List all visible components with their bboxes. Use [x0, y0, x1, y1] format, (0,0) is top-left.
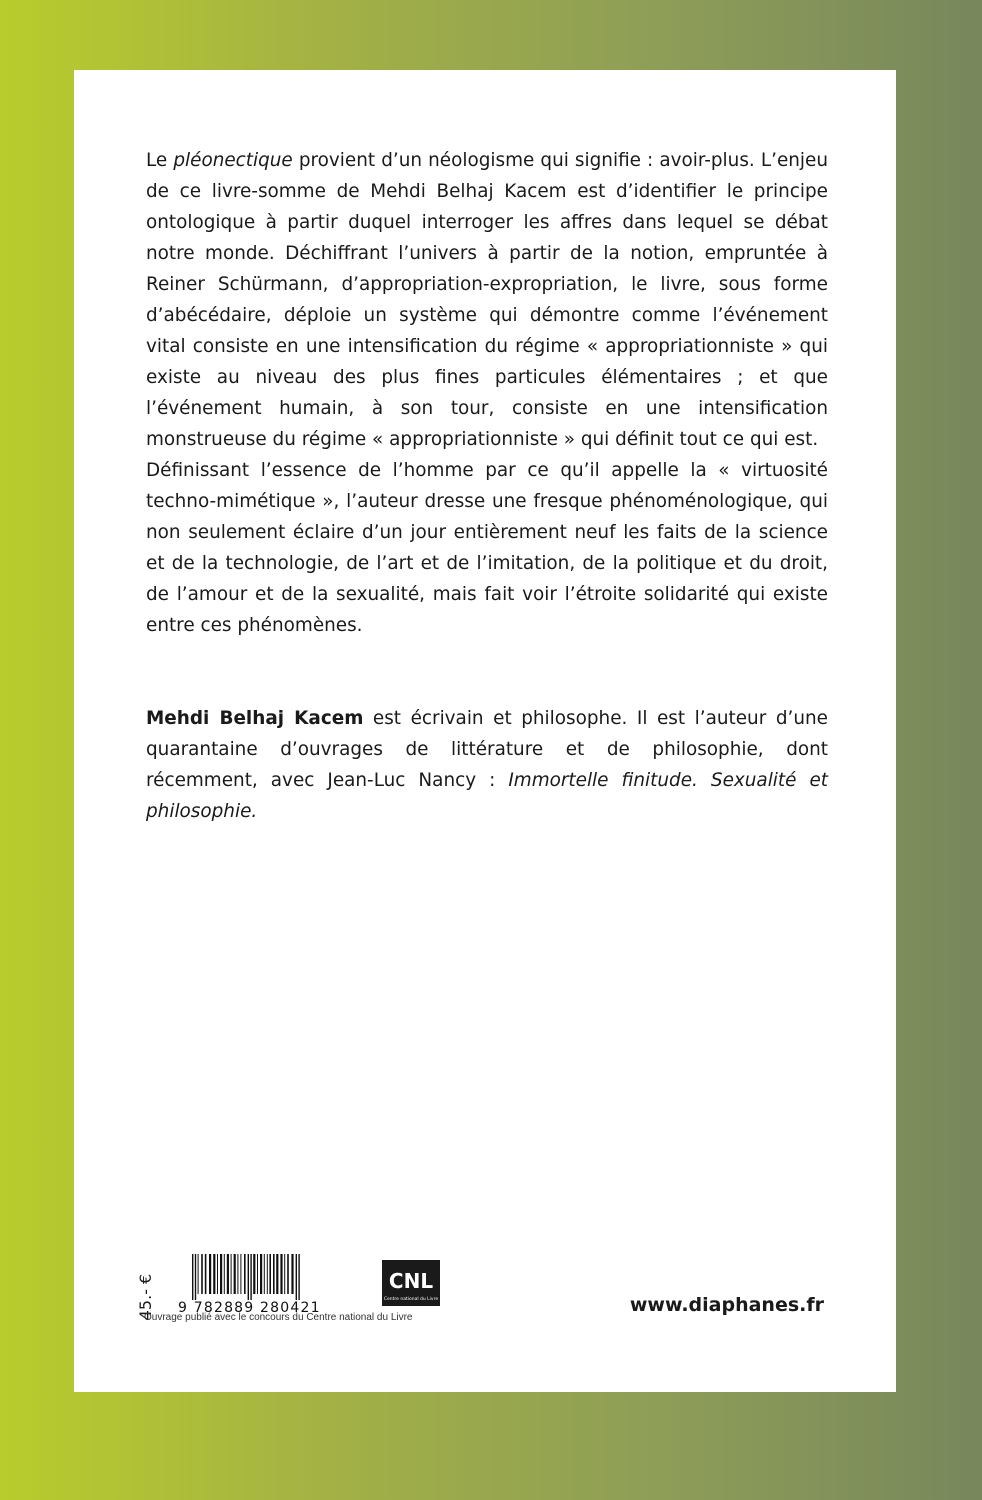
author-bio-text: est écrivain et philosophe. Il est l’auteur d’une quarantaine d’ouvrages de littérature et de philosophie, dont récemment, avec Jean-Luc Nancy :: [146, 708, 828, 791]
cnl-logo-icon: [382, 1260, 440, 1306]
svg-text:CNL: CNL: [388, 1269, 434, 1293]
blurb-text: Le: [146, 150, 174, 171]
work-title: Immortelle finitude. Sexualité et philosophie.: [146, 770, 828, 822]
isbn-digits: 9 782889 280421: [178, 1300, 321, 1316]
price-label: 45.- €: [136, 1273, 155, 1321]
blurb-term: pléonectique: [173, 150, 293, 171]
author-bio: [146, 703, 828, 827]
blurb-text: provient d’un néologisme qui signifie : avoir-plus. L’enjeu de ce livre-somme de Mehdi Belhaj Kacem est d’identifier le principe ontologique à partir duquel interroger les affres dans lequel se débat notre monde. Déchiffrant l’univers à partir de la notion, empruntée à Reiner Schürmann, d’appropriation-expropriation, le livre, sous forme d’abécédaire, déploie un système qui démontre comme l’événement vital consiste en une intensification du régime « appropriationniste » qui existe au niveau des plus fines particules élémentaires ; et que l’événement humain, à son tour, consiste en une intensification monstrueuse du régime « appropriationniste » qui définit tout ce qui est.: [146, 150, 828, 450]
blurb-paragraph-2: Définissant l’essence de l’homme par ce qu’il appelle la « virtuosité techno-mimétique », l’auteur dresse une fresque phénoménologique, qui non seulement éclaire d’un jour entièrement neuf les faits de la science et de la technologie, de l’art et de l’imitation, de la politique et du droit, de l’amour et de la sexualité, mais fait voir l’étroite solidarité qui existe entre ces phénomènes.: [146, 460, 828, 636]
publication-credit: Ouvrage publié avec le concours du Centre national du Livre: [144, 1312, 413, 1323]
author-bio-paragraph: [146, 703, 828, 827]
book-blurb: [146, 145, 828, 641]
publisher-website[interactable]: www.diaphanes.fr: [629, 1294, 824, 1316]
svg-text:Centre national du Livre: Centre national du Livre: [383, 1297, 439, 1302]
back-cover-panel: [74, 70, 896, 1392]
blurb-paragraph-1: [146, 145, 828, 455]
author-name: Mehdi Belhaj Kacem: [146, 708, 364, 729]
